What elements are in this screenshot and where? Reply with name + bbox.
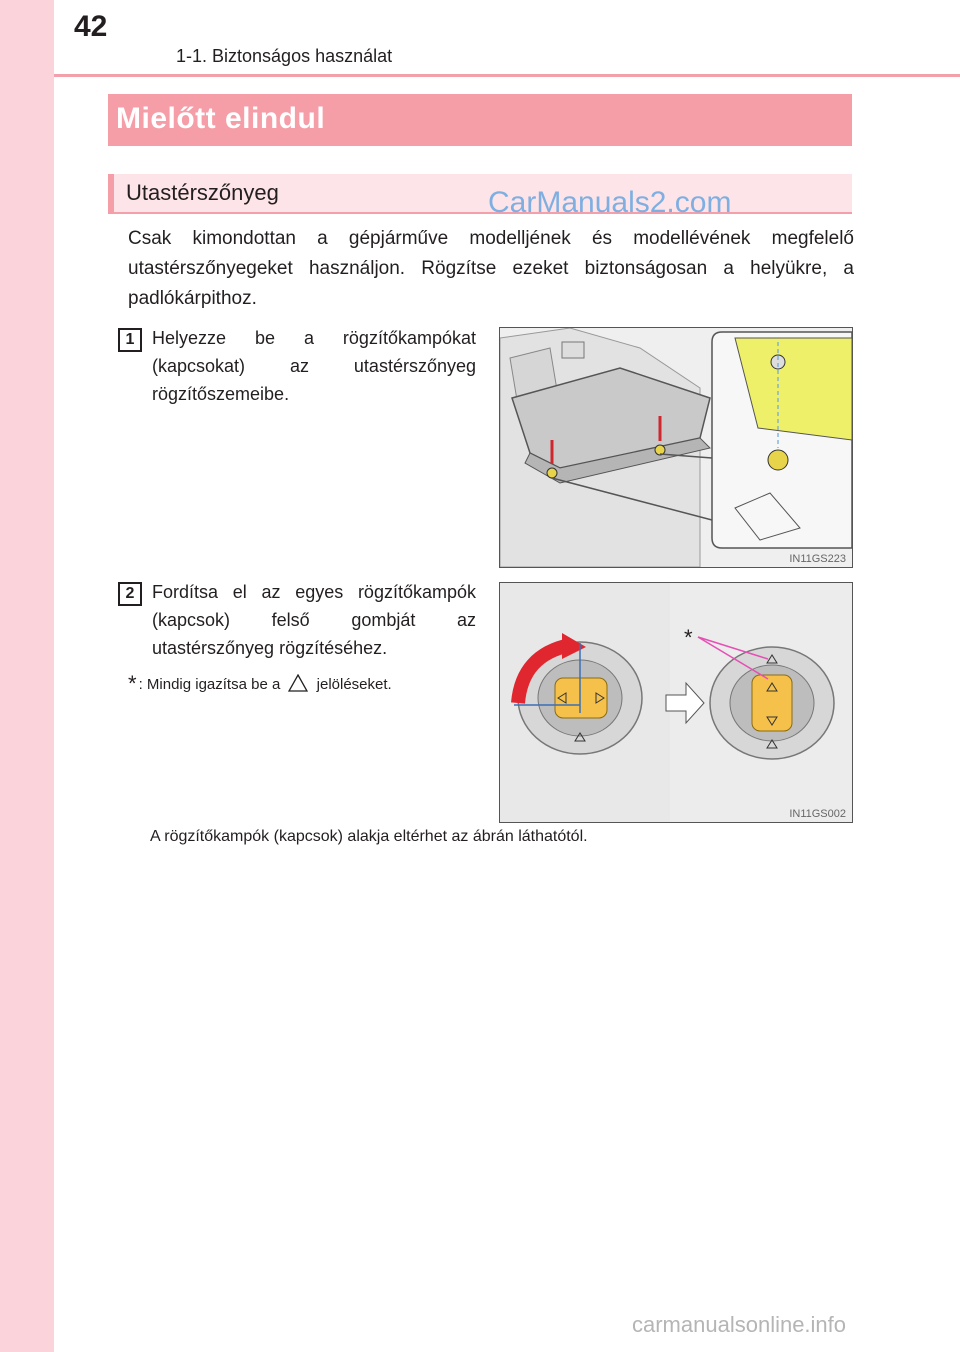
running-head: 1-1. Biztonságos használat (176, 46, 393, 66)
step-text-1: Helyezze be a rögzítőkampókat (kapcsokat) az utastérszőnyeg rögzítőszemeibe. (152, 328, 476, 404)
header-rule (54, 74, 960, 77)
footnote-prefix: : Mindig igazítsa be a (138, 676, 281, 693)
footnote-mark: * (128, 671, 137, 696)
step-number-1: 1 (118, 328, 142, 352)
intro-paragraph: Csak kimondottan a gépjárműve modelljének és modellévének megfelelő utastérszőnyegeket használjon. Rögzítse ezeket biztonságosan a helyükre, a padlókárpithoz. (128, 228, 854, 309)
side-color-band (0, 0, 54, 1352)
step-text-2: Fordítsa el az egyes rögzítőkampók (kapcsok) felső gombját az utastérszőnyeg rögzítéséhez. (152, 582, 476, 658)
figure-hook-rotation (499, 582, 853, 823)
subsection-bar-accent (108, 174, 114, 214)
figure-mat-hooks (499, 327, 853, 568)
page-number: 42 (74, 10, 108, 43)
shape-note: A rögzítőkampók (kapcsok) alakja eltérhet az ábrán láthatótól. (150, 828, 588, 845)
subsection-title: Utastérszőnyeg (126, 180, 279, 205)
triangle-mark-icon (288, 674, 308, 692)
footnote-suffix: jelöléseket. (316, 676, 392, 693)
figure-code-2: IN11GS002 (789, 808, 846, 820)
footnote (128, 672, 392, 697)
figure-code-1: IN11GS223 (789, 553, 846, 565)
watermark: CarManuals2.com (488, 186, 732, 219)
section-title: Mielőtt elindul (116, 102, 326, 135)
footer-watermark: carmanualsonline.info (632, 1312, 847, 1337)
floor-mat-illustration (500, 328, 852, 567)
hook-rotation-illustration (500, 583, 852, 822)
figure-asterisk: * (684, 625, 693, 650)
step-number-2: 2 (118, 582, 142, 606)
